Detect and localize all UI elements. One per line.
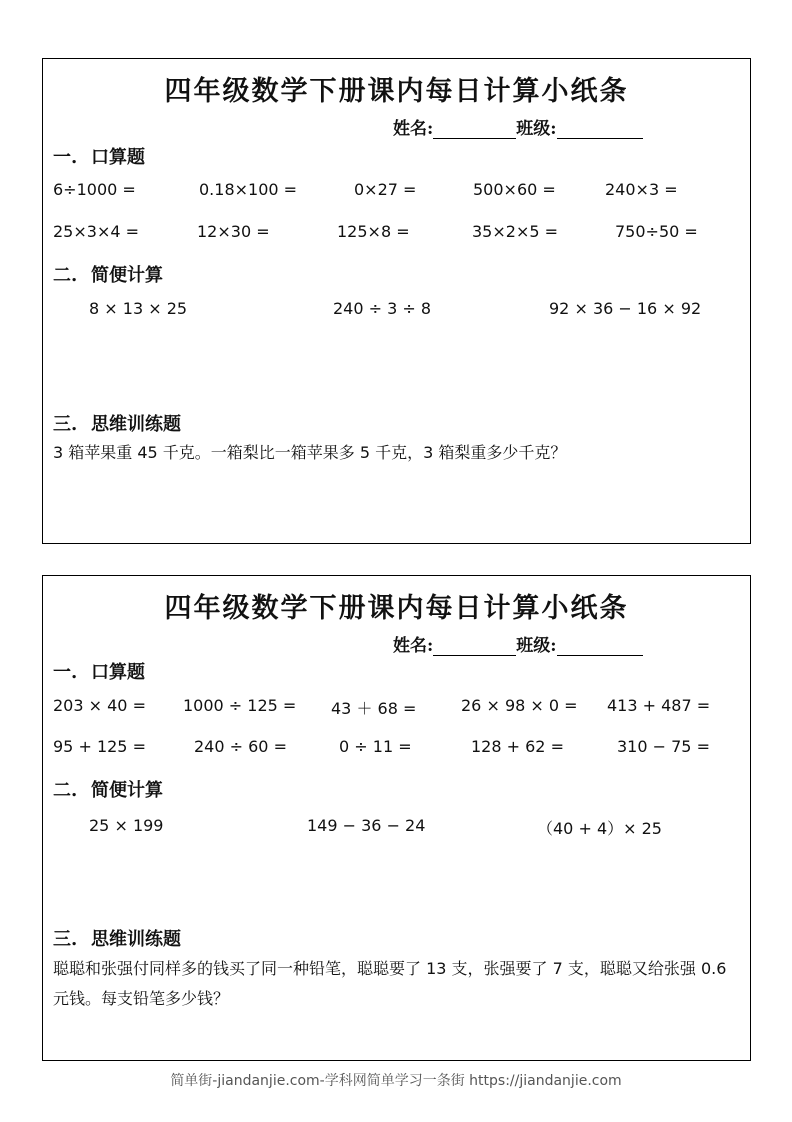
- name-blank[interactable]: [433, 638, 516, 656]
- section-number: 二.: [53, 780, 78, 801]
- section-label: 口算题: [91, 147, 145, 168]
- section-oral-calc: [53, 658, 145, 684]
- oral-problem: 0.18×100 =: [199, 180, 298, 199]
- section-label: 口算题: [91, 662, 145, 683]
- oral-problem: 25×3×4 =: [53, 222, 140, 241]
- section-label: 简便计算: [91, 780, 163, 801]
- oral-problem: 128 + 62 =: [471, 737, 564, 756]
- oral-problem: 0 ÷ 11 =: [339, 737, 412, 756]
- simplify-problem: 92 × 36 − 16 × 92: [549, 299, 702, 318]
- slip-title: 四年级数学下册课内每日计算小纸条: [164, 76, 629, 107]
- simplify-problem: 149 − 36 − 24: [307, 816, 426, 835]
- name-class-row: [393, 114, 643, 139]
- simplify-problem: 8 × 13 × 25: [89, 299, 188, 318]
- class-label: 班级:: [516, 119, 557, 139]
- name-label: 姓名:: [393, 119, 434, 139]
- section-number: 三.: [53, 414, 78, 435]
- oral-problem: 43 ＋ 68 =: [331, 699, 417, 718]
- section-number: 一.: [53, 662, 78, 683]
- class-label: 班级:: [516, 636, 557, 656]
- class-blank[interactable]: [557, 638, 643, 656]
- section-label: 思维训练题: [91, 414, 181, 435]
- section-label: 思维训练题: [91, 929, 181, 950]
- page-footer: 简单街-jiandanjie.com-学科网简单学习一条街 https://jiandanjie.com: [170, 1073, 622, 1089]
- simplify-problem: 240 ÷ 3 ÷ 8: [333, 299, 432, 318]
- name-label: 姓名:: [393, 636, 434, 656]
- section-number: 一.: [53, 147, 78, 168]
- oral-problem: 125×8 =: [337, 222, 410, 241]
- oral-problem: 310 − 75 =: [617, 737, 710, 756]
- oral-problem: 240×3 =: [605, 180, 678, 199]
- oral-problem: 95 + 125 =: [53, 737, 146, 756]
- oral-problem: 750÷50 =: [615, 222, 698, 241]
- name-blank[interactable]: [433, 121, 516, 139]
- section-simplify: [53, 776, 163, 802]
- name-class-row: [393, 631, 643, 656]
- oral-problem: 35×2×5 =: [472, 222, 559, 241]
- section-label: 简便计算: [91, 265, 163, 286]
- section-number: 二.: [53, 265, 78, 286]
- section-number: 三.: [53, 929, 78, 950]
- oral-problem: 203 × 40 =: [53, 696, 146, 715]
- simplify-problem: （40 + 4）× 25: [537, 819, 662, 838]
- oral-problem: 500×60 =: [473, 180, 556, 199]
- section-simplify: [53, 261, 163, 287]
- calculation-slip-1: [42, 58, 751, 544]
- oral-problem: 240 ÷ 60 =: [194, 737, 287, 756]
- calculation-slip-2: [42, 575, 751, 1061]
- section-thinking: [53, 925, 181, 951]
- oral-problem: 6÷1000 =: [53, 180, 136, 199]
- section-oral-calc: [53, 143, 145, 169]
- section-thinking: [53, 410, 181, 436]
- slip-title: 四年级数学下册课内每日计算小纸条: [164, 593, 629, 624]
- simplify-problem: 25 × 199: [89, 816, 164, 835]
- oral-problem: 12×30 =: [197, 222, 270, 241]
- word-problem: 聪聪和张强付同样多的钱买了同一种铅笔，聪聪要了 13 支，张强要了 7 支，聪聪又给张强 0.6 元钱。每支铅笔多少钱？: [53, 959, 727, 1008]
- word-problem: 3 箱苹果重 45 千克。一箱梨比一箱苹果多 5 千克，3 箱梨重多少千克？: [53, 443, 567, 462]
- oral-problem: 0×27 =: [354, 180, 417, 199]
- class-blank[interactable]: [557, 121, 643, 139]
- oral-problem: 26 × 98 × 0 =: [461, 696, 578, 715]
- oral-problem: 1000 ÷ 125 =: [183, 696, 297, 715]
- oral-problem: 413 + 487 =: [607, 696, 711, 715]
